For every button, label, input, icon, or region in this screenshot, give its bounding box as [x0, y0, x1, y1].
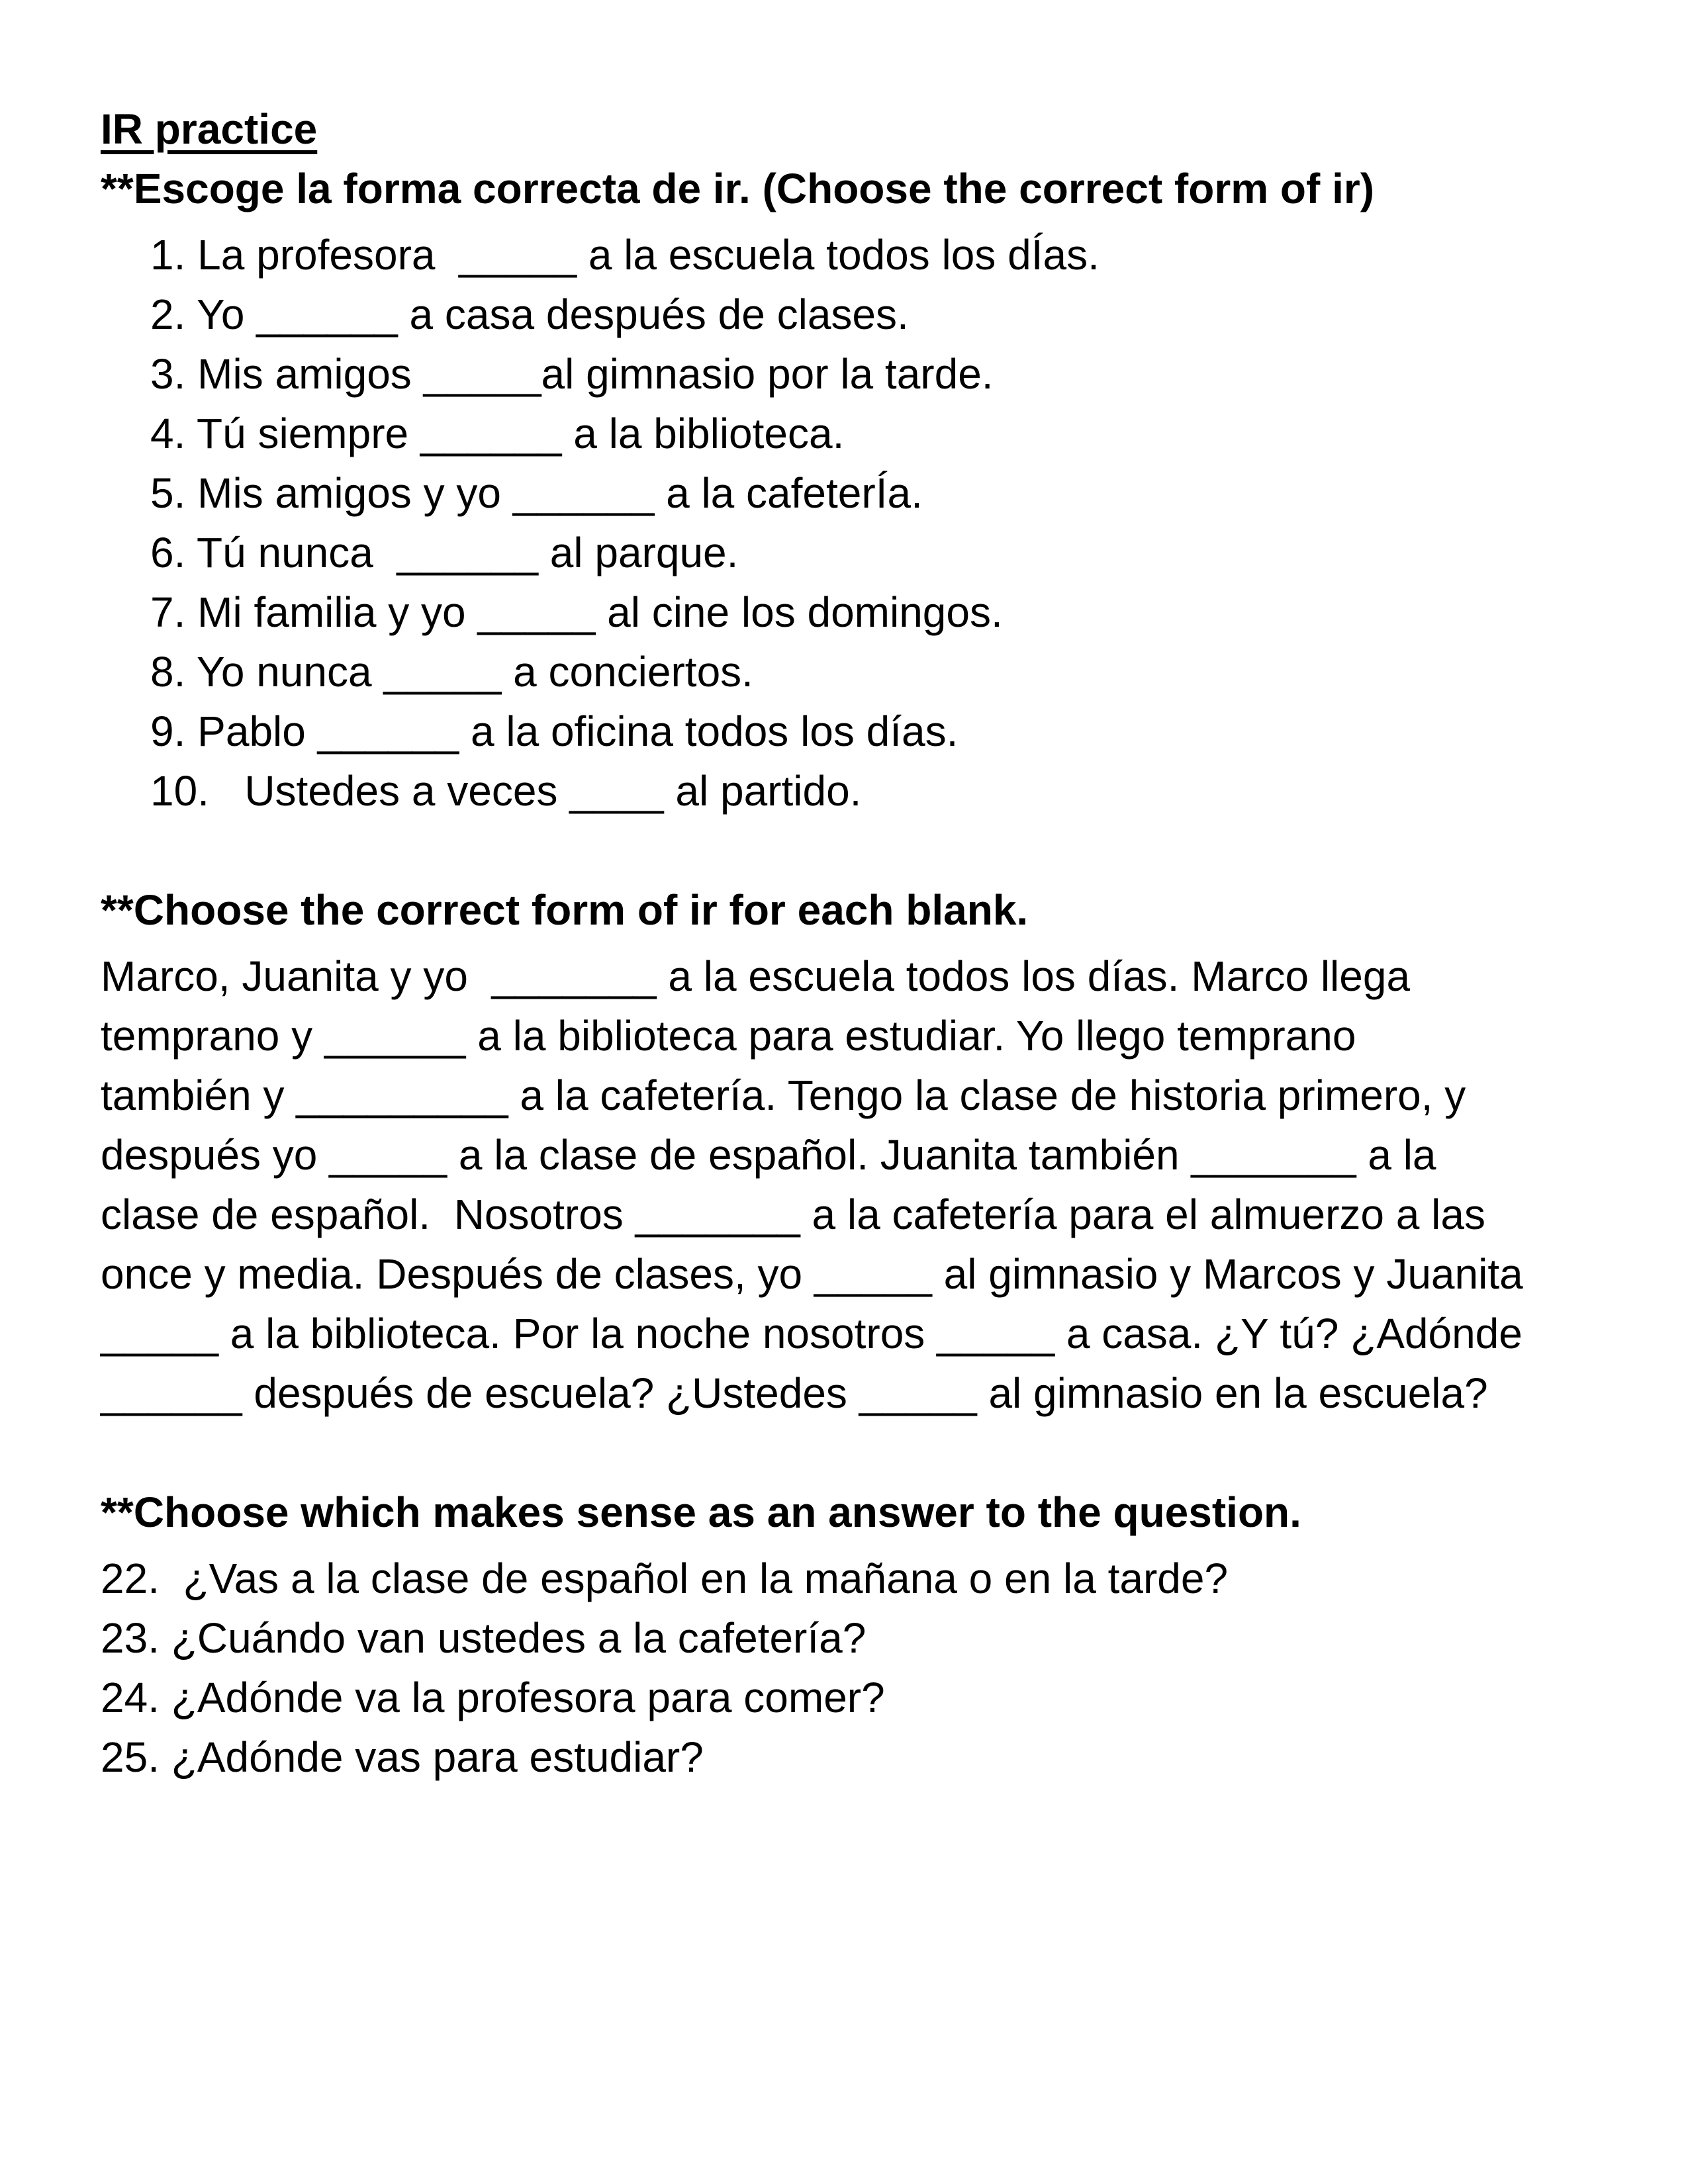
question-item-25: 25. ¿Adónde vas para estudiar?: [101, 1733, 704, 1781]
exercise-item-5: 5. Mis amigos y yo ______ a la cafeterÍa.: [150, 469, 923, 517]
paragraph-line-3: también y _________ a la cafetería. Tengo la clase de historia primero, y: [101, 1071, 1466, 1119]
exercise-item-8: 8. Yo nunca _____ a conciertos.: [150, 648, 753, 696]
paragraph-line-8: ______ después de escuela? ¿Ustedes _____ al gimnasio en la escuela?: [101, 1369, 1488, 1417]
spacer: [101, 1423, 1662, 1482]
paragraph-line-5: clase de español. Nosotros _______ a la cafetería para el almuerzo a las: [101, 1191, 1485, 1238]
paragraph-line-7: _____ a la biblioteca. Por la noche nosotros _____ a casa. ¿Y tú? ¿Adónde: [101, 1310, 1523, 1357]
section-1-heading: **Escoge la forma correcta de ir. (Choose the correct form of ir): [101, 165, 1375, 212]
exercise-item-2: 2. Yo ______ a casa después de clases.: [150, 291, 909, 338]
question-item-22: 22. ¿Vas a la clase de español en la mañana o en la tarde?: [101, 1555, 1229, 1602]
exercise-item-4: 4. Tú siempre ______ a la biblioteca.: [150, 410, 845, 457]
exercise-item-1: 1. La profesora _____ a la escuela todos los dÍas.: [150, 231, 1100, 279]
section-exercise-1: [101, 159, 1662, 821]
section-3-heading: **Choose which makes sense as an answer to the question.: [101, 1488, 1301, 1536]
paragraph-line-6: once y media. Después de clases, yo _____ al gimnasio y Marcos y Juanita: [101, 1250, 1523, 1298]
paragraph-line-2: temprano y ______ a la biblioteca para estudiar. Yo llego temprano: [101, 1012, 1356, 1060]
section-2-heading: **Choose the correct form of ir for each blank.: [101, 886, 1029, 934]
paragraph-line-1: Marco, Juanita y yo _______ a la escuela todos los días. Marco llega: [101, 952, 1411, 1000]
spacer: [101, 821, 1662, 880]
worksheet-title: IR practice: [101, 105, 318, 153]
exercise-item-3: 3. Mis amigos _____al gimnasio por la tarde.: [150, 350, 994, 398]
section-exercise-3: [101, 1482, 1662, 1787]
question-item-24: 24. ¿Adónde va la profesora para comer?: [101, 1674, 885, 1721]
exercise-item-9: 9. Pablo ______ a la oficina todos los días.: [150, 707, 959, 755]
paragraph-line-4: después yo _____ a la clase de español. Juanita también _______ a la: [101, 1131, 1436, 1179]
exercise-item-7: 7. Mi familia y yo _____ al cine los domingos.: [150, 588, 1003, 636]
exercise-item-10: 10. Ustedes a veces ____ al partido.: [150, 767, 862, 815]
question-item-23: 23. ¿Cuándo van ustedes a la cafetería?: [101, 1614, 867, 1662]
section-exercise-2: [101, 880, 1662, 1423]
exercise-item-6: 6. Tú nunca ______ al parque.: [150, 529, 739, 576]
